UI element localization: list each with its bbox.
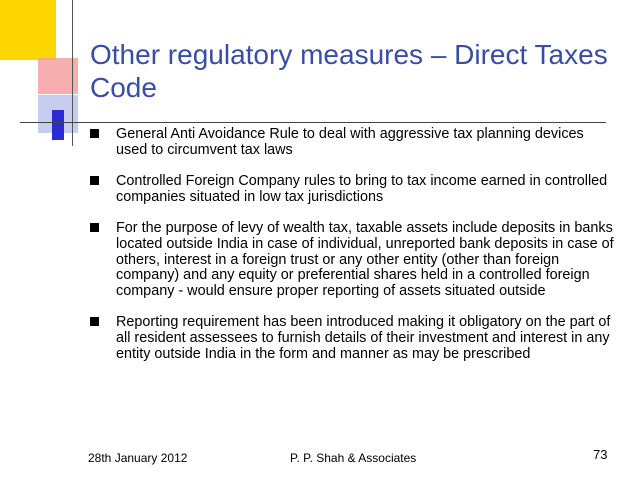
footer-firm-name: P. P. Shah & Associates xyxy=(290,451,417,465)
bullet-text: For the purpose of levy of wealth tax, taxable assets include deposits in banks located outside India in case of individual, unreported bank deposits in case of others, interest in a foreign trust or any other entity (other than foreign company) and any equity or preferential shares held in a controlled foreign company - would ensure proper reporting of assets situated outside xyxy=(116,220,614,299)
bullet-text: Reporting requirement has been introduced making it obligatory on the part of all resident assessees to furnish details of their investment and interest in any entity outside India in the form and manner as may be prescribed xyxy=(116,314,611,362)
decorative-vertical-line xyxy=(72,0,73,146)
bullet-text: General Anti Avoidance Rule to deal with aggressive tax planning devices used to circumvent tax laws xyxy=(116,126,584,158)
bullet-item xyxy=(86,174,616,205)
square-bullet-icon xyxy=(90,223,99,232)
footer-date: 28th January 2012 xyxy=(88,451,188,465)
title-divider-line xyxy=(20,122,606,123)
square-bullet-icon xyxy=(90,129,99,138)
bullet-item xyxy=(86,127,616,158)
square-bullet-icon xyxy=(90,317,99,326)
bullet-text: Controlled Foreign Company rules to bring to tax income earned in controlled companies situated in low tax jurisdictions xyxy=(116,173,608,205)
slide-page-number: 73 xyxy=(593,447,608,462)
bullet-item xyxy=(86,315,616,362)
bullet-item xyxy=(86,221,616,299)
decorative-blue-bar xyxy=(52,110,64,140)
square-bullet-icon xyxy=(90,176,99,185)
decorative-yellow-square xyxy=(0,0,56,60)
bullet-list xyxy=(86,127,616,378)
slide-title: Other regulatory measures – Direct Taxes Code xyxy=(90,39,608,103)
